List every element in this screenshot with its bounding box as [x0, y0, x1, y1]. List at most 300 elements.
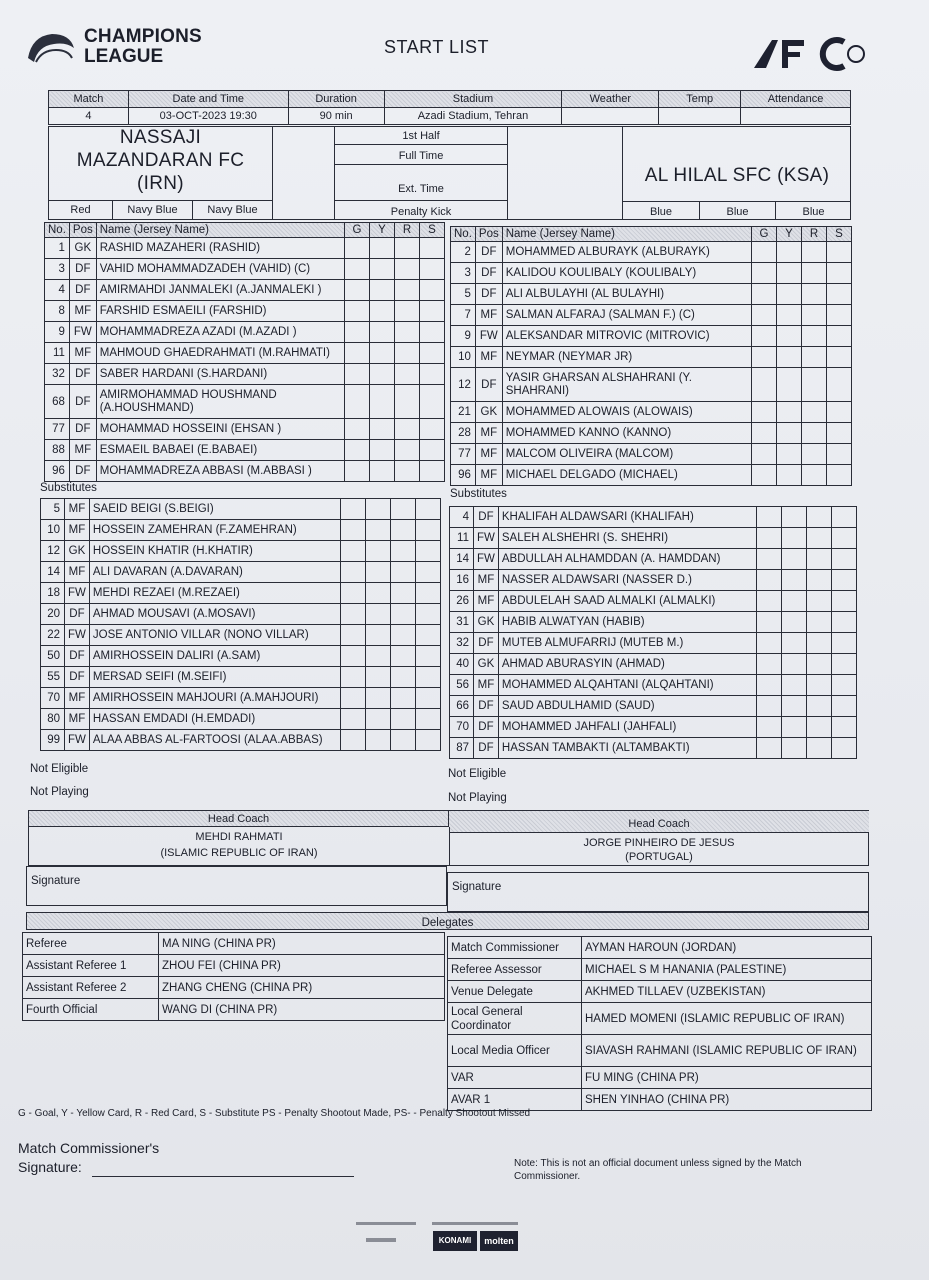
player-position: MF — [65, 520, 90, 541]
yellow-card-cell[interactable] — [366, 667, 391, 688]
red-card-cell[interactable] — [395, 259, 420, 280]
konami-logo: KONAMI — [433, 1231, 477, 1251]
goal-cell[interactable] — [345, 385, 370, 419]
substitute-cell[interactable] — [416, 709, 441, 730]
commissioner-sig-line1: Match Commissioner's — [18, 1140, 160, 1156]
goal-cell[interactable] — [752, 347, 777, 368]
delegate-role: AVAR 1 — [448, 1089, 582, 1111]
goal-cell[interactable] — [345, 461, 370, 482]
yellow-card-cell[interactable] — [366, 688, 391, 709]
player-number: 2 — [451, 242, 476, 263]
away-score-box — [507, 127, 623, 220]
goal-cell[interactable] — [345, 280, 370, 301]
player-number: 11 — [450, 528, 474, 549]
substitute-cell[interactable] — [832, 654, 857, 675]
goal-cell[interactable] — [757, 696, 782, 717]
substitute-cell[interactable] — [832, 570, 857, 591]
home-team-name-line2: MAZANDARAN FC — [76, 150, 245, 171]
attendance-value — [741, 108, 851, 125]
goal-cell[interactable] — [752, 465, 777, 486]
player-number: 14 — [450, 549, 474, 570]
yellow-card-cell[interactable] — [777, 444, 802, 465]
substitute-cell[interactable] — [420, 364, 445, 385]
substitute-cell[interactable] — [420, 301, 445, 322]
red-card-cell[interactable] — [807, 717, 832, 738]
yellow-card-cell[interactable] — [782, 591, 807, 612]
red-card-cell[interactable] — [802, 368, 827, 402]
goal-cell[interactable] — [341, 499, 366, 520]
player-name: AMIRMOHAMMAD HOUSHMAND (A.HOUSHMAND) — [96, 385, 344, 419]
player-name: ALI DAVARAN (A.DAVARAN) — [89, 562, 340, 583]
substitute-cell[interactable] — [827, 242, 852, 263]
substitute-cell[interactable] — [827, 368, 852, 402]
red-card-cell[interactable] — [807, 654, 832, 675]
yellow-card-cell[interactable] — [777, 402, 802, 423]
away-subs-body — [450, 507, 857, 759]
player-number: 10 — [451, 347, 476, 368]
player-row — [41, 583, 441, 604]
yellow-card-cell[interactable] — [777, 263, 802, 284]
player-row — [45, 238, 445, 259]
goal-cell[interactable] — [757, 570, 782, 591]
goal-cell[interactable] — [341, 709, 366, 730]
red-card-cell[interactable] — [802, 284, 827, 305]
goal-cell[interactable] — [345, 238, 370, 259]
delegates-left-body — [23, 933, 445, 1021]
yellow-card-cell[interactable] — [370, 280, 395, 301]
player-name: NASSER ALDAWSARI (NASSER D.) — [498, 570, 756, 591]
col-no: No. — [451, 227, 476, 242]
player-position: MF — [69, 301, 96, 322]
yellow-card-cell[interactable] — [370, 238, 395, 259]
yellow-card-cell[interactable] — [370, 461, 395, 482]
goal-cell[interactable] — [345, 301, 370, 322]
player-position: MF — [474, 591, 499, 612]
goal-cell[interactable] — [345, 440, 370, 461]
substitute-cell[interactable] — [827, 444, 852, 465]
yellow-card-cell[interactable] — [782, 507, 807, 528]
player-number: 21 — [451, 402, 476, 423]
red-card-cell[interactable] — [395, 440, 420, 461]
goal-cell[interactable] — [757, 549, 782, 570]
page-title: START LIST — [384, 37, 490, 57]
yellow-card-cell[interactable] — [370, 301, 395, 322]
yellow-card-cell[interactable] — [370, 343, 395, 364]
red-card-cell[interactable] — [807, 696, 832, 717]
substitute-cell[interactable] — [416, 604, 441, 625]
red-card-cell[interactable] — [802, 242, 827, 263]
substitute-cell[interactable] — [832, 738, 857, 759]
red-card-cell[interactable] — [395, 238, 420, 259]
player-name: HOSSEIN KHATIR (H.KHATIR) — [89, 541, 340, 562]
yellow-card-cell[interactable] — [366, 562, 391, 583]
red-card-cell[interactable] — [391, 520, 416, 541]
player-row — [45, 440, 445, 461]
player-position: DF — [475, 368, 502, 402]
yellow-card-cell[interactable] — [782, 549, 807, 570]
substitute-cell[interactable] — [416, 667, 441, 688]
substitute-cell[interactable] — [416, 583, 441, 604]
player-name: HABIB ALWATYAN (HABIB) — [498, 612, 756, 633]
substitute-cell[interactable] — [832, 717, 857, 738]
player-position: DF — [65, 667, 90, 688]
red-card-cell[interactable] — [395, 385, 420, 419]
red-card-cell[interactable] — [395, 301, 420, 322]
substitute-cell[interactable] — [832, 528, 857, 549]
red-card-cell[interactable] — [802, 423, 827, 444]
substitute-cell[interactable] — [420, 440, 445, 461]
substitute-cell[interactable] — [827, 305, 852, 326]
player-row — [450, 717, 857, 738]
goal-cell[interactable] — [757, 528, 782, 549]
substitute-cell[interactable] — [832, 675, 857, 696]
substitute-cell[interactable] — [416, 646, 441, 667]
delegate-row — [448, 1035, 872, 1067]
yellow-card-cell[interactable] — [777, 465, 802, 486]
yellow-card-cell[interactable] — [366, 646, 391, 667]
yellow-card-cell[interactable] — [370, 440, 395, 461]
yellow-card-cell[interactable] — [366, 583, 391, 604]
red-card-cell[interactable] — [395, 280, 420, 301]
substitute-cell[interactable] — [827, 402, 852, 423]
goal-cell[interactable] — [341, 646, 366, 667]
player-position: DF — [69, 461, 96, 482]
player-name: SALEH ALSHEHRI (S. SHEHRI) — [498, 528, 756, 549]
away-not-eligible: Not Eligible — [448, 768, 507, 780]
yellow-card-cell[interactable] — [777, 326, 802, 347]
goal-cell[interactable] — [757, 738, 782, 759]
goal-cell[interactable] — [341, 562, 366, 583]
yellow-card-cell[interactable] — [782, 654, 807, 675]
player-number: 12 — [451, 368, 476, 402]
red-card-cell[interactable] — [807, 549, 832, 570]
player-number: 22 — [41, 625, 65, 646]
substitute-cell[interactable] — [416, 688, 441, 709]
red-card-cell[interactable] — [391, 541, 416, 562]
red-card-cell[interactable] — [807, 738, 832, 759]
player-name: MOHAMMED ALOWAIS (ALOWAIS) — [502, 402, 751, 423]
goal-cell[interactable] — [752, 284, 777, 305]
goal-cell[interactable] — [757, 675, 782, 696]
player-row — [451, 465, 852, 486]
yellow-card-cell[interactable] — [370, 322, 395, 343]
home-subs-table — [40, 498, 441, 751]
yellow-card-cell[interactable] — [366, 730, 391, 751]
goal-cell[interactable] — [341, 520, 366, 541]
red-card-cell[interactable] — [395, 343, 420, 364]
player-name: FARSHID ESMAEILI (FARSHID) — [96, 301, 344, 322]
substitute-cell[interactable] — [420, 322, 445, 343]
substitute-cell[interactable] — [832, 591, 857, 612]
substitute-cell[interactable] — [416, 562, 441, 583]
goal-cell[interactable] — [341, 667, 366, 688]
goal-cell[interactable] — [345, 419, 370, 440]
goal-cell[interactable] — [757, 633, 782, 654]
player-row — [450, 591, 857, 612]
red-card-cell[interactable] — [391, 709, 416, 730]
goal-cell[interactable] — [345, 259, 370, 280]
away-kit-socks: Blue — [775, 201, 851, 220]
yellow-card-cell[interactable] — [782, 675, 807, 696]
red-card-cell[interactable] — [391, 562, 416, 583]
goal-cell[interactable] — [752, 263, 777, 284]
stadium-label: Stadium — [384, 91, 562, 108]
substitute-cell[interactable] — [827, 347, 852, 368]
player-row — [450, 696, 857, 717]
yellow-card-cell[interactable] — [777, 347, 802, 368]
red-card-cell[interactable] — [807, 528, 832, 549]
yellow-card-cell[interactable] — [366, 604, 391, 625]
player-position: MF — [65, 688, 90, 709]
match-info-table — [48, 90, 851, 125]
player-row — [450, 738, 857, 759]
goal-cell[interactable] — [345, 322, 370, 343]
substitute-cell[interactable] — [827, 326, 852, 347]
yellow-card-cell[interactable] — [777, 242, 802, 263]
red-card-cell[interactable] — [807, 675, 832, 696]
substitute-cell[interactable] — [827, 284, 852, 305]
yellow-card-cell[interactable] — [782, 696, 807, 717]
player-position: MF — [69, 343, 96, 364]
red-card-cell[interactable] — [391, 730, 416, 751]
substitute-cell[interactable] — [832, 696, 857, 717]
red-card-cell[interactable] — [395, 364, 420, 385]
player-name: SABER HARDANI (S.HARDANI) — [96, 364, 344, 385]
goal-cell[interactable] — [757, 654, 782, 675]
substitute-cell[interactable] — [420, 419, 445, 440]
player-name: NEYMAR (NEYMAR JR) — [502, 347, 751, 368]
substitute-cell[interactable] — [827, 423, 852, 444]
col-pos: Pos — [475, 227, 502, 242]
red-card-cell[interactable] — [802, 263, 827, 284]
col-s: S — [420, 223, 445, 238]
col-g: G — [345, 223, 370, 238]
player-row — [450, 570, 857, 591]
player-position: GK — [475, 402, 502, 423]
goal-cell[interactable] — [341, 730, 366, 751]
goal-cell[interactable] — [345, 343, 370, 364]
yellow-card-cell[interactable] — [782, 738, 807, 759]
delegate-role: Local Media Officer — [448, 1035, 582, 1067]
substitute-cell[interactable] — [420, 280, 445, 301]
away-signature-box[interactable] — [447, 872, 869, 912]
yellow-card-cell[interactable] — [366, 520, 391, 541]
substitute-cell[interactable] — [832, 549, 857, 570]
yellow-card-cell[interactable] — [777, 305, 802, 326]
red-card-cell[interactable] — [391, 604, 416, 625]
goal-cell[interactable] — [752, 444, 777, 465]
red-card-cell[interactable] — [395, 461, 420, 482]
red-card-cell[interactable] — [807, 591, 832, 612]
substitute-cell[interactable] — [416, 541, 441, 562]
delegate-name: ZHANG CHENG (CHINA PR) — [159, 977, 445, 999]
substitute-cell[interactable] — [420, 238, 445, 259]
substitute-cell[interactable] — [420, 385, 445, 419]
substitute-cell[interactable] — [416, 520, 441, 541]
goal-cell[interactable] — [757, 717, 782, 738]
yellow-card-cell[interactable] — [782, 612, 807, 633]
goal-cell[interactable] — [752, 326, 777, 347]
yellow-card-cell[interactable] — [370, 259, 395, 280]
red-card-cell[interactable] — [802, 305, 827, 326]
yellow-card-cell[interactable] — [366, 625, 391, 646]
goal-cell[interactable] — [341, 583, 366, 604]
player-number: 70 — [41, 688, 65, 709]
player-position: MF — [65, 709, 90, 730]
red-card-cell[interactable] — [807, 612, 832, 633]
red-card-cell[interactable] — [802, 347, 827, 368]
goal-cell[interactable] — [757, 612, 782, 633]
yellow-card-cell[interactable] — [777, 368, 802, 402]
player-row — [450, 549, 857, 570]
red-card-cell[interactable] — [802, 444, 827, 465]
player-name: AMIRHOSSEIN DALIRI (A.SAM) — [89, 646, 340, 667]
yellow-card-cell[interactable] — [777, 423, 802, 444]
goal-cell[interactable] — [757, 507, 782, 528]
substitute-cell[interactable] — [416, 730, 441, 751]
player-position: MF — [65, 562, 90, 583]
red-card-cell[interactable] — [807, 633, 832, 654]
red-card-cell[interactable] — [395, 322, 420, 343]
delegates-right-body — [448, 937, 872, 1111]
full-time-label: Full Time — [335, 145, 507, 165]
substitute-cell[interactable] — [832, 507, 857, 528]
red-card-cell[interactable] — [391, 688, 416, 709]
player-position: MF — [475, 444, 502, 465]
player-row — [45, 280, 445, 301]
yellow-card-cell[interactable] — [370, 419, 395, 440]
substitute-cell[interactable] — [420, 343, 445, 364]
delegate-role: Referee — [23, 933, 159, 955]
player-number: 5 — [41, 499, 65, 520]
player-name: KALIDOU KOULIBALY (KOULIBALY) — [502, 263, 751, 284]
delegate-name: MICHAEL S M HANANIA (PALESTINE) — [582, 959, 872, 981]
red-card-cell[interactable] — [802, 326, 827, 347]
substitute-cell[interactable] — [832, 612, 857, 633]
player-name: ESMAEIL BABAEI (E.BABAEI) — [96, 440, 344, 461]
delegate-role: Fourth Official — [23, 999, 159, 1021]
goal-cell[interactable] — [757, 591, 782, 612]
away-coach-country: (PORTUGAL) — [625, 851, 693, 863]
away-kit-shorts: Blue — [699, 201, 775, 220]
red-card-cell[interactable] — [802, 465, 827, 486]
yellow-card-cell[interactable] — [370, 385, 395, 419]
delegate-row — [448, 937, 872, 959]
player-number: 4 — [45, 280, 70, 301]
red-card-cell[interactable] — [391, 583, 416, 604]
player-number: 50 — [41, 646, 65, 667]
champions-league-logo — [22, 24, 222, 74]
goal-cell[interactable] — [345, 364, 370, 385]
commissioner-signature-line[interactable] — [92, 1176, 354, 1177]
substitute-cell[interactable] — [420, 461, 445, 482]
player-name: MOHAMMADREZA ABBASI (M.ABBASI ) — [96, 461, 344, 482]
substitute-cell[interactable] — [827, 465, 852, 486]
yellow-card-cell[interactable] — [782, 570, 807, 591]
delegate-row — [448, 1003, 872, 1035]
delegate-row — [23, 933, 445, 955]
goal-cell[interactable] — [752, 305, 777, 326]
red-card-cell[interactable] — [391, 499, 416, 520]
goal-cell[interactable] — [341, 604, 366, 625]
player-row — [41, 646, 441, 667]
player-row — [451, 444, 852, 465]
yellow-card-cell[interactable] — [366, 709, 391, 730]
player-position: MF — [65, 499, 90, 520]
delegate-name: MA NING (CHINA PR) — [159, 933, 445, 955]
goal-cell[interactable] — [752, 242, 777, 263]
substitute-cell[interactable] — [827, 263, 852, 284]
player-row — [450, 507, 857, 528]
substitute-cell[interactable] — [416, 625, 441, 646]
goal-cell[interactable] — [341, 688, 366, 709]
player-number: 8 — [45, 301, 70, 322]
goal-cell[interactable] — [341, 625, 366, 646]
away-subs-table — [449, 506, 857, 759]
player-number: 88 — [45, 440, 70, 461]
delegate-role: Referee Assessor — [448, 959, 582, 981]
red-card-cell[interactable] — [391, 625, 416, 646]
yellow-card-cell[interactable] — [782, 633, 807, 654]
home-kit-shorts: Navy Blue — [113, 201, 193, 220]
yellow-card-cell[interactable] — [366, 541, 391, 562]
delegate-role: VAR — [448, 1067, 582, 1089]
red-card-cell[interactable] — [807, 570, 832, 591]
date-time-label: Date and Time — [128, 91, 288, 108]
delegate-name: AYMAN HAROUN (JORDAN) — [582, 937, 872, 959]
player-name: MALCOM OLIVEIRA (MALCOM) — [502, 444, 751, 465]
red-card-cell[interactable] — [802, 402, 827, 423]
red-card-cell[interactable] — [807, 507, 832, 528]
red-card-cell[interactable] — [395, 419, 420, 440]
home-score-box — [273, 127, 335, 220]
yellow-card-cell[interactable] — [782, 717, 807, 738]
yellow-card-cell[interactable] — [370, 364, 395, 385]
substitute-cell[interactable] — [416, 499, 441, 520]
yellow-card-cell[interactable] — [782, 528, 807, 549]
first-half-label: 1st Half — [335, 127, 507, 145]
player-position: GK — [69, 238, 96, 259]
player-number: 55 — [41, 667, 65, 688]
yellow-card-cell[interactable] — [366, 499, 391, 520]
substitute-cell[interactable] — [832, 633, 857, 654]
player-position: MF — [474, 675, 499, 696]
temp-value — [659, 108, 741, 125]
player-position: DF — [474, 507, 499, 528]
player-position: DF — [475, 263, 502, 284]
goal-cell[interactable] — [752, 368, 777, 402]
player-row — [451, 284, 852, 305]
substitute-cell[interactable] — [420, 259, 445, 280]
goal-cell[interactable] — [752, 402, 777, 423]
player-number: 77 — [45, 419, 70, 440]
player-number: 80 — [41, 709, 65, 730]
player-number: 96 — [451, 465, 476, 486]
player-number: 18 — [41, 583, 65, 604]
player-position: GK — [65, 541, 90, 562]
delegates-left-table — [22, 932, 445, 1021]
yellow-card-cell[interactable] — [777, 284, 802, 305]
goal-cell[interactable] — [752, 423, 777, 444]
goal-cell[interactable] — [341, 541, 366, 562]
home-signature-box[interactable] — [26, 866, 447, 906]
red-card-cell[interactable] — [391, 646, 416, 667]
player-row — [41, 709, 441, 730]
player-position: DF — [474, 717, 499, 738]
red-card-cell[interactable] — [391, 667, 416, 688]
player-row — [451, 402, 852, 423]
away-team-name: AL HILAL SFC (KSA) — [644, 165, 830, 186]
